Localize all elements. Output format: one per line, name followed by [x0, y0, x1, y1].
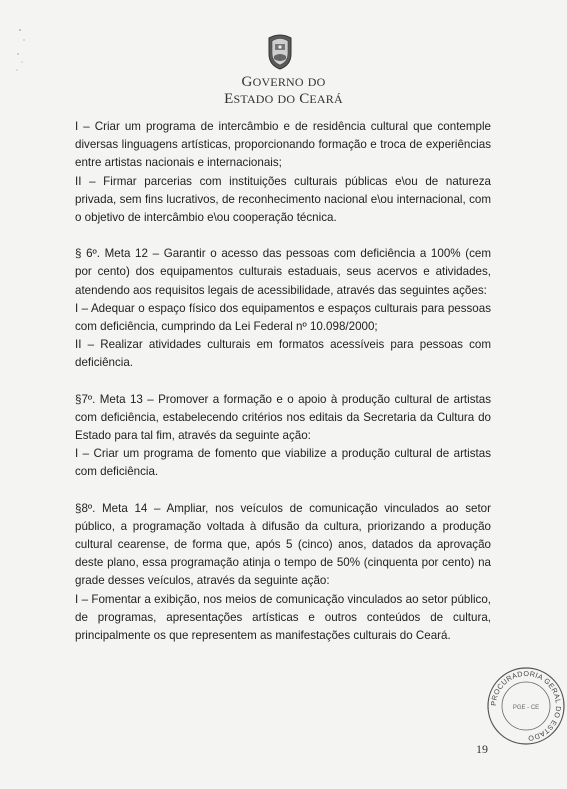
paragraph-section-8-item-i: I – Fomentar a exibição, nos meios de comunicação vinculados ao setor público, de programas, apresentações artísticas e outros conteúdos de cultura, principalmente os que representem as manifestações culturais do Ceará.: [75, 592, 491, 643]
paragraph-section-6: § 6º. Meta 12 – Garantir o acesso das pessoas com deficiência a 100% (cem por cento) dos equipamentos culturais estaduais, seus acervos e atividades, atendendo aos requisitos legais de acessibilidade, através das seguintes ações:: [75, 247, 491, 297]
paragraph-item-i: I – Criar um programa de intercâmbio e de residência cultural que contemple diversas linguagens artísticas, proporcionando formação e troca de experiências entre artistas nacionais e internacionais;: [75, 120, 491, 170]
paragraph-section-6-item-i: I – Adequar o espaço físico dos equipamentos e espaços culturais para pessoas com deficiência, cumprindo da Lei Federal nº 10.098/2000;: [75, 301, 491, 334]
paragraph-section-7-item-i: I – Criar um programa de fomento que viabilize a produção cultural de artistas com deficiência.: [75, 447, 491, 479]
stamp-inner-text: PGE - CE: [512, 705, 540, 711]
header-line-governo: GOVERNO DO: [241, 74, 326, 90]
paragraph-section-7: §7º. Meta 13 – Promover a formação e o apoio à produção cultural de artistas com deficiência, estabelecendo critérios nos editais da Secretaria da Cultura do Estado para tal fim, através da seguinte ação:: [75, 392, 491, 443]
document-body: [75, 118, 491, 645]
government-header: [0, 74, 567, 108]
page-number: 19: [476, 742, 488, 756]
procuradoria-stamp-icon: [484, 664, 567, 748]
paragraph-section-6-item-ii: II – Realizar atividades culturais em formatos acessíveis para pessoas com deficiência.: [75, 338, 491, 370]
header-line-estado: ESTADO DO CEARÁ: [224, 91, 343, 107]
state-crest-icon: [266, 32, 294, 70]
paragraph-item-ii: II – Firmar parcerias com instituições culturais públicas e\ou de natureza privada, sem fins lucrativos, de reconhecimento nacional e\ou internacional, com o objetivo de intercâmbio e\ou cooperação técnica.: [75, 174, 491, 225]
stamp-ring-text: PROCURADORIA GERAL DO ESTADO: [488, 668, 564, 744]
paragraph-section-8: §8º. Meta 14 – Ampliar, nos veículos de comunicação vinculados ao setor público, a programação voltada à difusão da cultura, priorizando a produção cultural cearense, de forma que, após 5 (cinco) anos, datados da aprovação deste plano, essa programação atinja o tempo de 50% (cinquenta por cento) na grade desses veículos, através da seguinte ação:: [75, 501, 491, 588]
